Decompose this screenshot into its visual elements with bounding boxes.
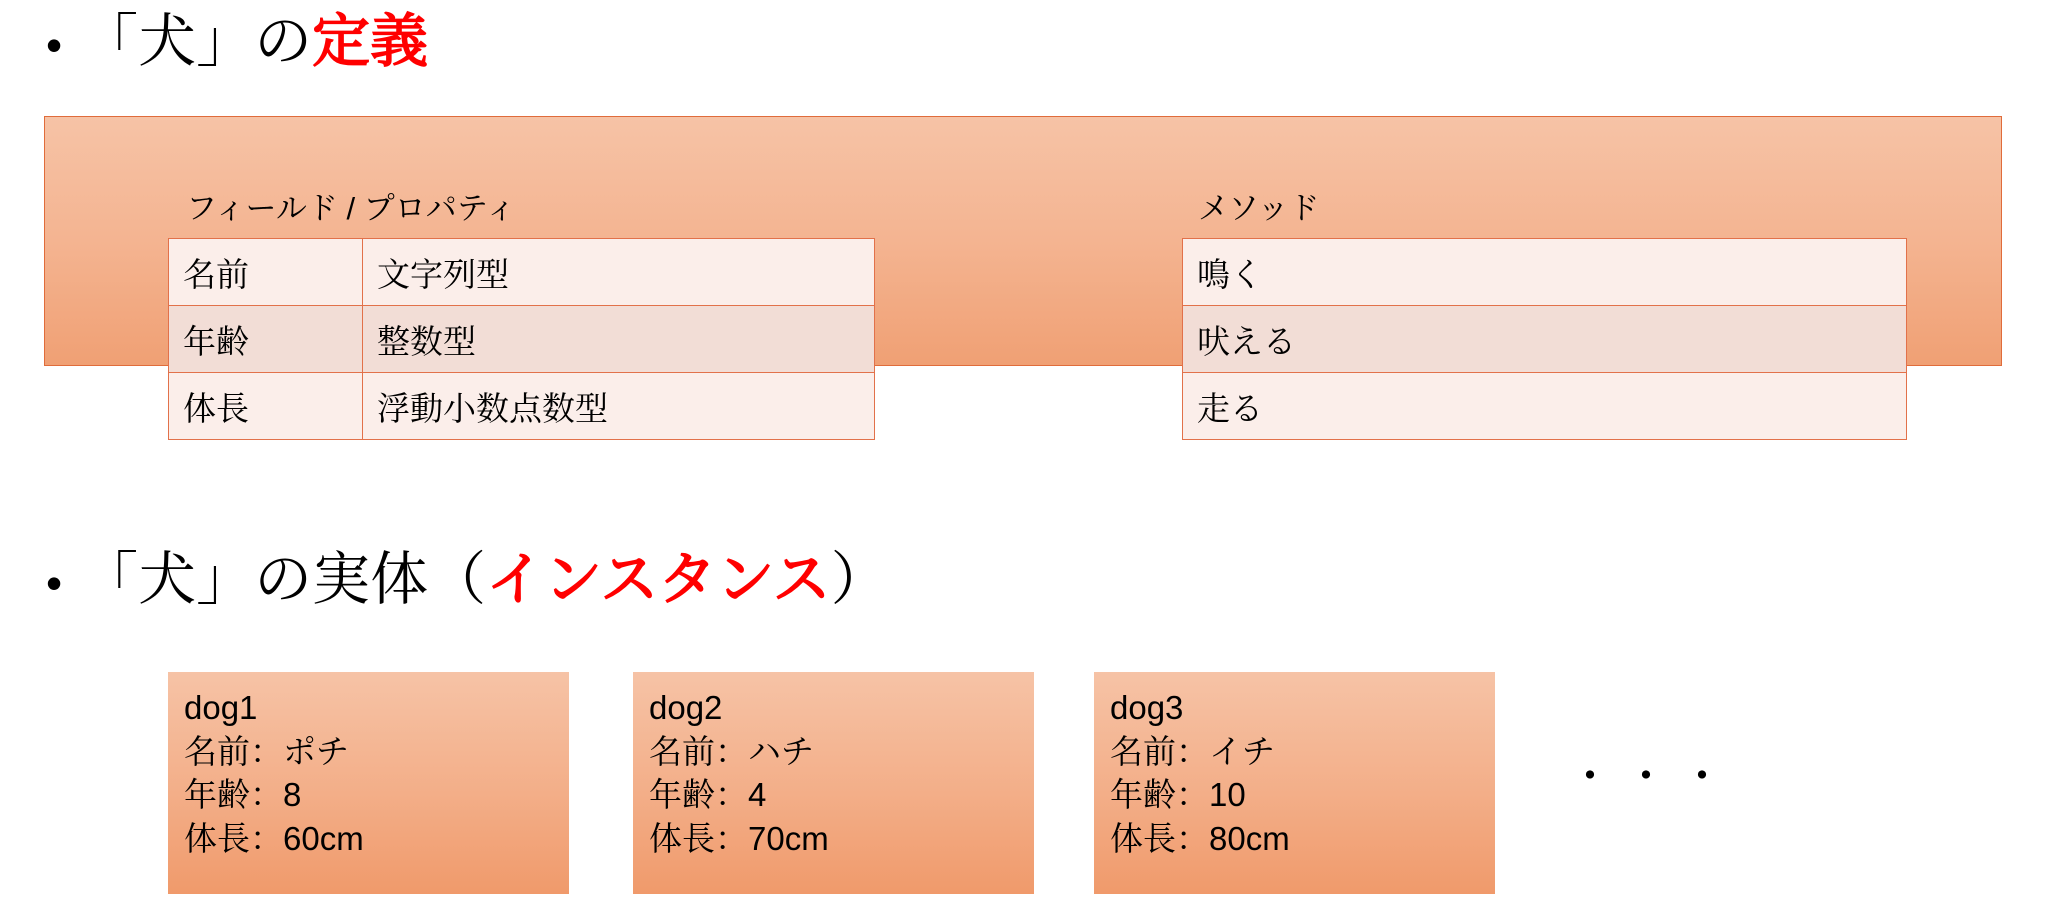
instance-id: dog2 (649, 689, 723, 726)
instance-age: 年齢：10 (1110, 776, 1246, 814)
field-name: 名前 (169, 239, 363, 306)
instance-box (633, 672, 1034, 894)
instance-age: 年齢：8 (184, 776, 302, 814)
heading-instance (0, 548, 889, 612)
bullet-icon: • (46, 557, 63, 609)
table-row (1183, 306, 1907, 373)
methods-column-title: メソッド (1198, 191, 1320, 226)
method-name: 吠える (1183, 306, 1907, 373)
methods-table (1182, 238, 1907, 440)
instance-id: dog3 (1110, 689, 1184, 726)
field-name: 体長 (169, 373, 363, 440)
field-type: 浮動小数点数型 (363, 373, 875, 440)
method-name: 走る (1183, 373, 1907, 440)
heading-instance-prefix: 「犬」の実体（ (80, 547, 487, 612)
instance-length: 体長：70cm (649, 819, 829, 857)
ellipsis-text: ・・・ (1568, 752, 1736, 801)
fields-column-title: フィールド / プロパティ (186, 191, 517, 226)
method-name: 鳴く (1183, 239, 1907, 306)
instance-name: 名前：ポチ (184, 732, 349, 770)
table-row (169, 373, 875, 440)
instance-age: 年齢：4 (649, 776, 767, 814)
table-row (1183, 373, 1907, 440)
instance-name: 名前：ハチ (649, 732, 814, 770)
heading-definition-accent: 定義 (312, 9, 429, 74)
instance-length: 体長：80cm (1110, 819, 1290, 857)
instance-id: dog1 (184, 689, 258, 726)
bullet-icon: • (46, 19, 63, 71)
fields-table (168, 238, 875, 440)
heading-instance-accent: インスタンス (486, 547, 831, 612)
table-row (169, 306, 875, 373)
table-row (169, 239, 875, 306)
table-row (1183, 239, 1907, 306)
heading-definition-prefix: 「犬」の (80, 9, 313, 74)
instance-length: 体長：60cm (184, 819, 364, 857)
heading-instance-suffix: ） (830, 547, 889, 612)
field-type: 整数型 (363, 306, 875, 373)
instance-box (1094, 672, 1495, 894)
heading-definition (0, 10, 428, 74)
field-type: 文字列型 (363, 239, 875, 306)
instance-name: 名前：イチ (1110, 732, 1275, 770)
instance-box (168, 672, 569, 894)
field-name: 年齢 (169, 306, 363, 373)
